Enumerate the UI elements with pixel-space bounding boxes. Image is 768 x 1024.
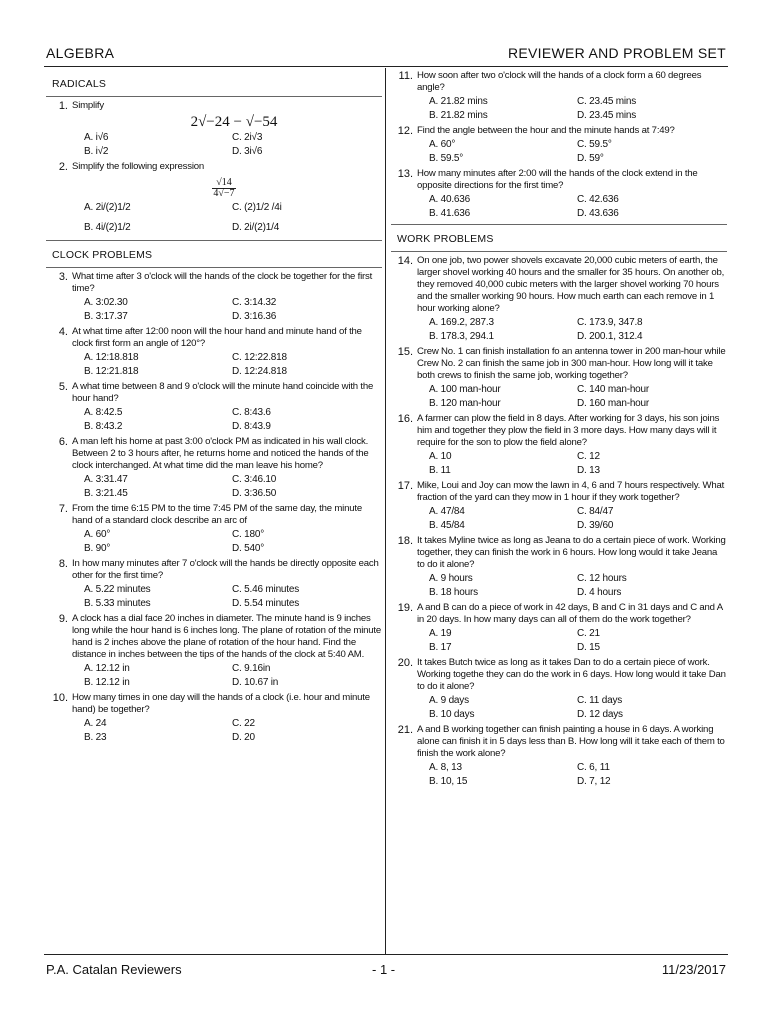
question-20 <box>391 657 727 721</box>
option-d: D. 5.54 minutes <box>232 598 300 609</box>
option-b: B. 18 hours <box>429 587 478 598</box>
footer-publisher: P.A. Catalan Reviewers <box>46 962 182 977</box>
question-9 <box>46 613 382 689</box>
question-number: 17. <box>397 480 413 492</box>
footer-page-number: - 1 - <box>372 962 396 977</box>
option-d: D. 20 <box>232 732 255 743</box>
option-a: A. 2i/(2)1/2 <box>84 202 131 213</box>
question-number: 14. <box>397 255 413 267</box>
formula-radical: 2√−24 − √−54 <box>190 114 278 130</box>
option-a: A. 47/84 <box>429 506 465 517</box>
question-number: 6. <box>58 436 68 448</box>
question-text: A farmer can plow the field in 8 days. After working for 3 days, his son joins him and together they plow the field in 3 more days. How many days will it require for the son to plow the field alone? <box>417 413 720 448</box>
question-number: 3. <box>58 271 68 283</box>
option-b: B. 10 days <box>429 709 475 720</box>
option-a: A. 9 days <box>429 695 469 706</box>
question-8 <box>46 558 382 610</box>
option-a: A. i√6 <box>84 132 109 143</box>
option-c: C. 8:43.6 <box>232 407 271 418</box>
footer-date: 11/23/2017 <box>661 962 726 977</box>
question-text: It takes Butch twice as long as it takes Dan to do a certain piece of work. Working togethe they can do the work in 6 days. How long would it take Dan to do it alone? <box>417 657 726 692</box>
option-d: D. 3i√6 <box>232 146 263 157</box>
option-d: D. 13 <box>577 465 600 476</box>
option-c: C. 22 <box>232 718 255 729</box>
option-d: D. 43.636 <box>577 208 619 219</box>
question-text: Find the angle between the hour and the minute hands at 7:49? <box>417 125 675 136</box>
question-number: 5. <box>58 381 68 393</box>
section-heading-work: WORK PROBLEMS <box>391 224 727 252</box>
option-b: B. 3:17.37 <box>84 311 128 322</box>
question-text: How soon after two o'clock will the hands of a clock form a 60 degrees angle? <box>417 70 702 93</box>
option-b: B. 10, 15 <box>429 776 468 787</box>
option-a: A. 19 <box>429 628 452 639</box>
question-text: Simplify the following expression <box>72 161 205 172</box>
option-a: A. 5.22 minutes <box>84 584 151 595</box>
question-14 <box>391 255 727 343</box>
fraction-denominator: 4√−7 <box>213 188 235 199</box>
question-number: 4. <box>58 326 68 338</box>
option-d: D. 59° <box>577 153 604 164</box>
option-d: D. 23.45 mins <box>577 110 637 121</box>
question-number: 8. <box>58 558 68 570</box>
option-a: A. 24 <box>84 718 107 729</box>
option-c: C. 5.46 minutes <box>232 584 300 595</box>
option-c: C. 59.5° <box>577 139 612 150</box>
option-b: B. 23 <box>84 732 107 743</box>
question-text: A and B working together can finish painting a house in 6 days. A working alone can finish it in 5 days less than B. How long will it take each of them to finish the work alone? <box>417 724 725 759</box>
option-b: B. 8:43.2 <box>84 421 123 432</box>
header-subject: ALGEBRA <box>46 45 115 61</box>
question-text: A and B can do a piece of work in 42 days, B and C in 31 days and C and A in 20 days. In how many days can all of them do the work together? <box>417 602 723 625</box>
question-text: How many times in one day will the hands of a clock (i.e. hour and minute hand) be together? <box>72 692 370 715</box>
question-text: From the time 6:15 PM to the time 7:45 PM of the same day, the minute hand of a standard clock describe an arc of <box>72 503 362 526</box>
left-column <box>46 70 382 744</box>
option-d: D. 540° <box>232 543 265 554</box>
option-a: A. 169.2, 287.3 <box>429 317 494 328</box>
question-11 <box>391 70 727 122</box>
question-number: 19. <box>397 602 413 614</box>
question-number: 11. <box>398 70 413 82</box>
question-number: 21. <box>397 724 413 736</box>
option-d: D. 10.67 in <box>232 677 279 688</box>
option-b: B. i√2 <box>84 146 109 157</box>
question-number: 10. <box>52 692 68 704</box>
option-b: B. 21.82 mins <box>429 110 488 121</box>
option-a: A. 12:18.818 <box>84 352 139 363</box>
option-c: C. 6, 11 <box>577 762 610 773</box>
option-a: A. 60° <box>84 529 111 540</box>
question-4 <box>46 326 382 378</box>
section-heading-clock: CLOCK PROBLEMS <box>46 240 382 268</box>
question-text: Crew No. 1 can finish installation fo an antenna tower in 200 man-hour while Crew No. 2 can finish the same job in 300 man-hour. How long will it take both crews to finish the same job, working together? <box>417 346 726 381</box>
option-c: C. 180° <box>232 529 265 540</box>
question-7 <box>46 503 382 555</box>
question-12 <box>391 125 727 165</box>
option-d: D. 8:43.9 <box>232 421 271 432</box>
question-6 <box>46 436 382 500</box>
question-text: At what time after 12:00 noon will the hour hand and minute hand of the clock first form an angle of 120°? <box>72 326 362 349</box>
question-text: What time after 3 o'clock will the hands of the clock be together for the first time? <box>72 271 373 294</box>
option-a: A. 8:42.5 <box>84 407 123 418</box>
option-d: D. 160 man-hour <box>577 398 650 409</box>
option-b: B. 45/84 <box>429 520 465 531</box>
question-text: A clock has a dial face 20 inches in diameter. The minute hand is 9 inches long while the hour hand is 6 inches long. The plane of rotation of the minute hand is 2 inches above the plane of rotation of the hour hand. Find the distance in inches between the tips of the hands of the clock at 5:40 AM. <box>72 613 382 660</box>
question-number: 16. <box>397 413 413 425</box>
option-a: A. 9 hours <box>429 573 473 584</box>
question-text: Simplify <box>72 100 104 111</box>
option-c: C. (2)1/2 /4i <box>232 202 282 213</box>
option-c: C. 42.636 <box>577 194 619 205</box>
question-number: 12. <box>397 125 413 137</box>
option-b: B. 12.12 in <box>84 677 130 688</box>
option-d: D. 3:16.36 <box>232 311 277 322</box>
option-c: C. 12:22.818 <box>232 352 287 363</box>
option-d: D. 4 hours <box>577 587 622 598</box>
formula-fraction <box>46 177 382 200</box>
option-d: D. 3:36.50 <box>232 488 277 499</box>
question-13 <box>391 168 727 220</box>
option-c: C. 173.9, 347.8 <box>577 317 643 328</box>
footer-rule <box>44 954 728 955</box>
option-b: B. 178.3, 294.1 <box>429 331 494 342</box>
question-text: It takes Myline twice as long as Jeana to do a certain piece of work. Working together, they can finish the work in 6 hours. How long would it take Jeana to do it alone? <box>417 535 726 570</box>
option-a: A. 3:02.30 <box>84 297 128 308</box>
option-d: D. 200.1, 312.4 <box>577 331 643 342</box>
option-c: C. 84/47 <box>577 506 614 517</box>
option-c: C. 140 man-hour <box>577 384 650 395</box>
option-c: C. 21 <box>577 628 600 639</box>
question-19 <box>391 602 727 654</box>
option-d: D. 15 <box>577 642 600 653</box>
formula-expression <box>46 116 382 130</box>
option-b: B. 41.636 <box>429 208 471 219</box>
question-number: 1. <box>58 100 68 112</box>
question-21 <box>391 724 727 788</box>
question-10 <box>46 692 382 744</box>
question-number: 20. <box>397 657 413 669</box>
option-b: B. 11 <box>429 465 451 476</box>
option-a: A. 10 <box>429 451 452 462</box>
question-text: Mike, Loui and Joy can mow the lawn in 4, 6 and 7 hours respectively. What fraction of the yard can they mow in 1 hour if they work together? <box>417 480 725 503</box>
question-5 <box>46 381 382 433</box>
option-a: A. 40.636 <box>429 194 471 205</box>
question-number: 7. <box>58 503 68 515</box>
option-c: C. 23.45 mins <box>577 96 637 107</box>
option-d: D. 12 days <box>577 709 623 720</box>
question-number: 15. <box>397 346 413 358</box>
option-a: A. 100 man-hour <box>429 384 501 395</box>
option-a: A. 8, 13 <box>429 762 462 773</box>
question-1 <box>46 100 382 158</box>
question-text: In how many minutes after 7 o'clock will the hands be directly opposite each other for the first time? <box>72 558 379 581</box>
option-b: B. 90° <box>84 543 111 554</box>
right-column <box>391 70 727 788</box>
option-c: C. 12 hours <box>577 573 627 584</box>
fraction-numerator: √14 <box>212 177 236 189</box>
option-b: B. 3:21.45 <box>84 488 128 499</box>
option-a: A. 3:31.47 <box>84 474 128 485</box>
question-3 <box>46 271 382 323</box>
option-a: A. 12.12 in <box>84 663 130 674</box>
option-c: C. 2i√3 <box>232 132 263 143</box>
option-b: B. 17 <box>429 642 452 653</box>
header-title: REVIEWER AND PROBLEM SET <box>507 45 726 61</box>
option-b: B. 5.33 minutes <box>84 598 151 609</box>
option-a: A. 60° <box>429 139 456 150</box>
option-d: D. 2i/(2)1/4 <box>232 222 280 233</box>
option-b: B. 120 man-hour <box>429 398 501 409</box>
column-divider <box>385 68 386 954</box>
option-b: B. 59.5° <box>429 153 464 164</box>
option-d: D. 39/60 <box>577 520 614 531</box>
question-text: On one job, two power shovels excavate 20,000 cubic meters of earth, the larger shovel working 40 hours and the smaller for 35 hours. On another ob, they removed 40,000 cubic meters with the larger shovel working 70 hours and the smaller working 90 hours. How much earth can each remove in 1 hour working alone? <box>417 255 725 314</box>
header-rule <box>44 66 728 67</box>
option-c: C. 3:14.32 <box>232 297 277 308</box>
option-c: C. 11 days <box>577 695 623 706</box>
option-b: B. 4i/(2)1/2 <box>84 222 131 233</box>
question-number: 9. <box>58 613 68 625</box>
option-a: A. 21.82 mins <box>429 96 488 107</box>
option-c: C. 9.16in <box>232 663 271 674</box>
question-2 <box>46 161 382 234</box>
section-heading-radicals: RADICALS <box>46 70 382 97</box>
option-c: C. 12 <box>577 451 600 462</box>
question-18 <box>391 535 727 599</box>
question-number: 18. <box>397 535 413 547</box>
question-text: A what time between 8 and 9 o'clock will the minute hand coincide with the hour hand? <box>72 381 374 404</box>
question-text: A man left his home at past 3:00 o'clock PM as indicated in his wall clock. Between 2 to 3 hours after, he returns home and noticed the hands of the clock interchanged. At what time did the man leave his home? <box>72 436 369 471</box>
question-16 <box>391 413 727 477</box>
question-15 <box>391 346 727 410</box>
question-number: 13. <box>397 168 413 180</box>
option-b: B. 12:21.818 <box>84 366 139 377</box>
option-d: D. 12:24.818 <box>232 366 287 377</box>
option-c: C. 3:46.10 <box>232 474 277 485</box>
question-text: How many minutes after 2:00 will the hands of the clock extend in the opposite directions for the first time? <box>417 168 698 191</box>
question-number: 2. <box>58 161 68 173</box>
option-d: D. 7, 12 <box>577 776 611 787</box>
question-17 <box>391 480 727 532</box>
